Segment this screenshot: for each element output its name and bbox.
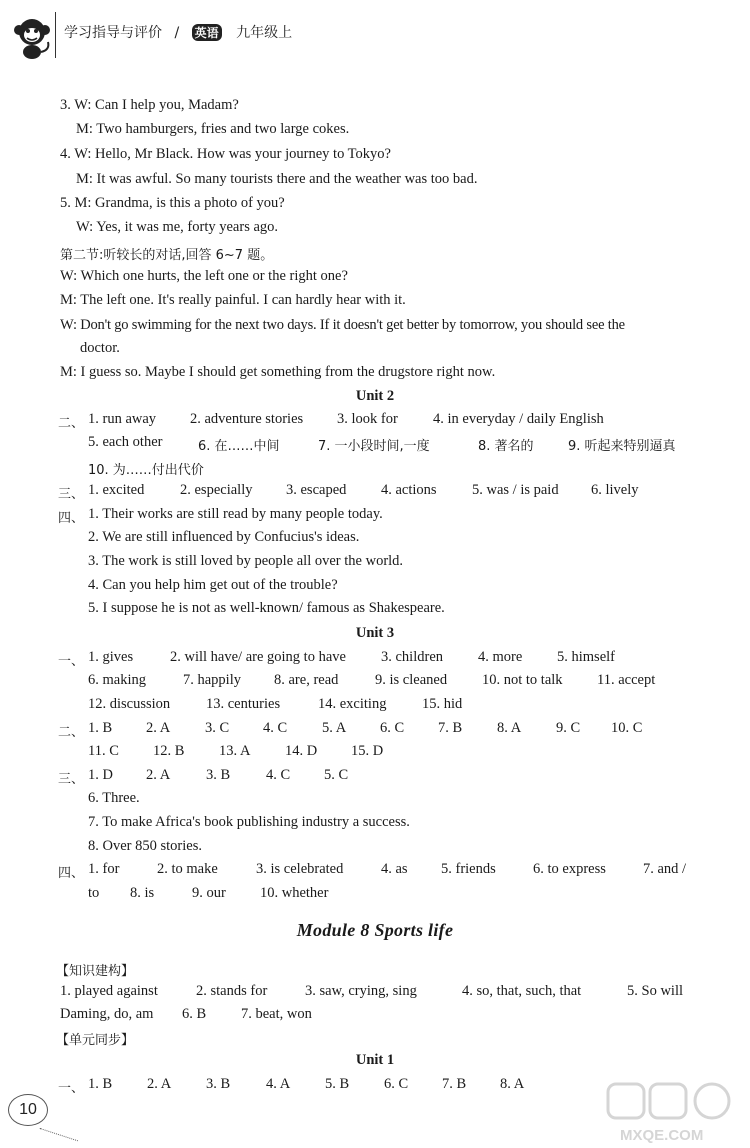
answer-item: 2. especially [180,482,253,498]
answer-item: 2. A [147,1076,172,1092]
answer-item: 4. A [266,1076,291,1092]
subject-badge: 英语 [192,24,222,41]
part-label: 二、 [58,725,85,740]
answer-item: 1. D [88,767,113,783]
answer-item: 3. saw, crying, sing [305,983,417,999]
header-slash: / [174,25,180,41]
answer-item: 7. B [438,720,463,736]
answer-item: 10. not to talk [482,672,563,688]
answer-item: 7. and / [643,861,687,877]
answer-item: 6. lively [591,482,639,498]
answer-item: 3. B [206,767,231,783]
answer-item: 8. A [497,720,522,736]
answer-item: 5. So will [627,983,683,999]
answer-item: 1. played against [60,983,158,999]
answer-item: 5. B [325,1076,350,1092]
transcript-line: M: Two hamburgers, fries and two large cokes. [76,121,350,137]
section-label: 【单元同步】 [56,1033,135,1048]
answer-item: 1. excited [88,482,145,498]
answer-item: 1. gives [88,649,134,665]
answer-sentence: 6. Three. [88,790,140,806]
answer-item: 5. C [324,767,349,783]
answer-item: 6. C [380,720,405,736]
answer-item: 6. to express [533,861,606,877]
watermark-logo [600,1078,740,1146]
transcript-line: doctor. [80,340,120,356]
part-label: 二、 [58,416,85,431]
transcript-line: 3. W: Can I help you, Madam? [60,97,239,113]
answer-item: 1. B [88,1076,113,1092]
footer-dotted-line [40,1128,78,1141]
transcript-line: 5. M: Grandma, is this a photo of you? [60,195,285,211]
answer-item: 5. was / is paid [472,482,559,498]
answer-item: 8. A [500,1076,525,1092]
answer-item: 10. whether [260,885,329,901]
answer-item: 15. hid [422,696,463,712]
monkey-mascot-icon [12,14,52,60]
answer-item: 8. are, read [274,672,339,688]
transcript-line: W: Don't go swimming for the next two days. If it doesn't get better by tomorrow, you should see the [60,317,625,333]
answer-item: 4. so, that, such, that [462,983,582,999]
transcript-line: M: It was awful. So many tourists there and the weather was too bad. [76,171,478,187]
answer-sentence: 4. Can you help him get out of the trouble? [88,577,338,593]
answer-item: 10. C [611,720,643,736]
answer-item: 9. is cleaned [375,672,448,688]
answer-item: 6. 在……中间 [198,439,280,454]
answer-item: Daming, do, am [60,1006,154,1022]
header-divider [55,12,56,58]
answer-item: 12. discussion [88,696,171,712]
book-title: 学习指导与评价 [64,25,162,41]
answer-sentence: 5. I suppose he is not as well-known/ famous as Shakespeare. [88,600,445,616]
answer-item: 4. more [478,649,523,665]
answer-item: 4. C [263,720,288,736]
answer-item: 7. 一小段时间,一度 [318,439,430,454]
answer-item: 3. C [205,720,230,736]
answer-item: 15. D [351,743,384,759]
answer-item: 3. B [206,1076,231,1092]
grade-label: 九年级上 [236,25,293,41]
answer-item: 3. look for [337,411,398,427]
answer-item: 2. adventure stories [190,411,304,427]
answer-item: 6. C [384,1076,409,1092]
answer-item: 7. happily [183,672,241,688]
answer-item: 14. exciting [318,696,387,712]
answer-item: 12. B [153,743,185,759]
module-title: Module 8 Sports life [296,920,454,940]
answer-item: 9. C [556,720,581,736]
answer-item: 5. A [322,720,347,736]
answer-item: 11. C [88,743,119,759]
answer-sentence: 3. The work is still loved by people all over the world. [88,553,404,569]
answer-item: 2. to make [157,861,218,877]
answer-item: 8. is [130,885,155,901]
part-label: 四、 [58,866,85,881]
transcript-line: W: Which one hurts, the left one or the right one? [60,268,348,284]
transcript-line: M: The left one. It's really painful. I can hardly hear with it. [60,292,406,308]
answer-item: 5. each other [88,434,163,450]
answer-item: 9. our [192,885,226,901]
unit2-heading: Unit 2 [355,388,395,404]
answer-item: to [88,885,100,901]
answer-item: 3. escaped [286,482,347,498]
answer-item: 2. A [146,720,171,736]
answer-item: 2. A [146,767,171,783]
page-header [0,0,750,70]
answer-item: 5. himself [557,649,615,665]
answer-item: 13. A [219,743,251,759]
answer-item: 1. for [88,861,120,877]
answer-item: 4. C [266,767,291,783]
section-label: 【知识建构】 [56,964,135,979]
answer-item: 2. will have/ are going to have [170,649,346,665]
transcript-line: W: Yes, it was me, forty years ago. [76,219,279,235]
answer-item: 11. accept [597,672,656,688]
answer-item: 14. D [285,743,318,759]
section-instruction: 第二节:听较长的对话,回答 6~7 题。 [60,248,274,263]
watermark-text: MXQE.COM [620,1127,704,1144]
answer-item: 3. children [381,649,444,665]
answer-item: 4. in everyday / daily English [433,411,604,427]
transcript-line: M: I guess so. Maybe I should get something from the drugstore right now. [60,364,496,380]
page-number: 10 [8,1094,48,1126]
answer-item: 1. B [88,720,113,736]
part-label: 三、 [58,772,85,787]
answer-item: 8. 著名的 [478,439,534,454]
unit3-heading: Unit 3 [355,625,395,641]
answer-item: 1. run away [88,411,157,427]
transcript-line: 4. W: Hello, Mr Black. How was your journey to Tokyo? [60,146,391,162]
answer-item: 6. B [182,1006,207,1022]
answer-item: 4. actions [381,482,437,498]
header-title-bar [64,22,292,42]
module-unit1-heading: Unit 1 [355,1052,395,1068]
answer-sentence: 7. To make Africa's book publishing industry a success. [88,814,410,830]
answer-item: 6. making [88,672,146,688]
answer-sentence: 2. We are still influenced by Confucius's ideas. [88,529,360,545]
answer-item: 4. as [381,861,408,877]
answer-sentence: 1. Their works are still read by many people today. [88,506,383,522]
answer-item: 13. centuries [206,696,281,712]
answer-item: 9. 听起来特别逼真 [568,439,676,454]
answer-item: 3. is celebrated [256,861,344,877]
part-label: 三、 [58,487,85,502]
answer-sentence: 8. Over 850 stories. [88,838,202,854]
part-label: 一、 [58,1081,85,1096]
answer-item: 2. stands for [196,983,268,999]
answer-item: 7. beat, won [241,1006,312,1022]
answer-item: 5. friends [441,861,496,877]
part-label: 一、 [58,654,85,669]
answer-item: 7. B [442,1076,467,1092]
part-label: 四、 [58,511,85,526]
answer-item: 10. 为……付出代价 [88,463,204,478]
